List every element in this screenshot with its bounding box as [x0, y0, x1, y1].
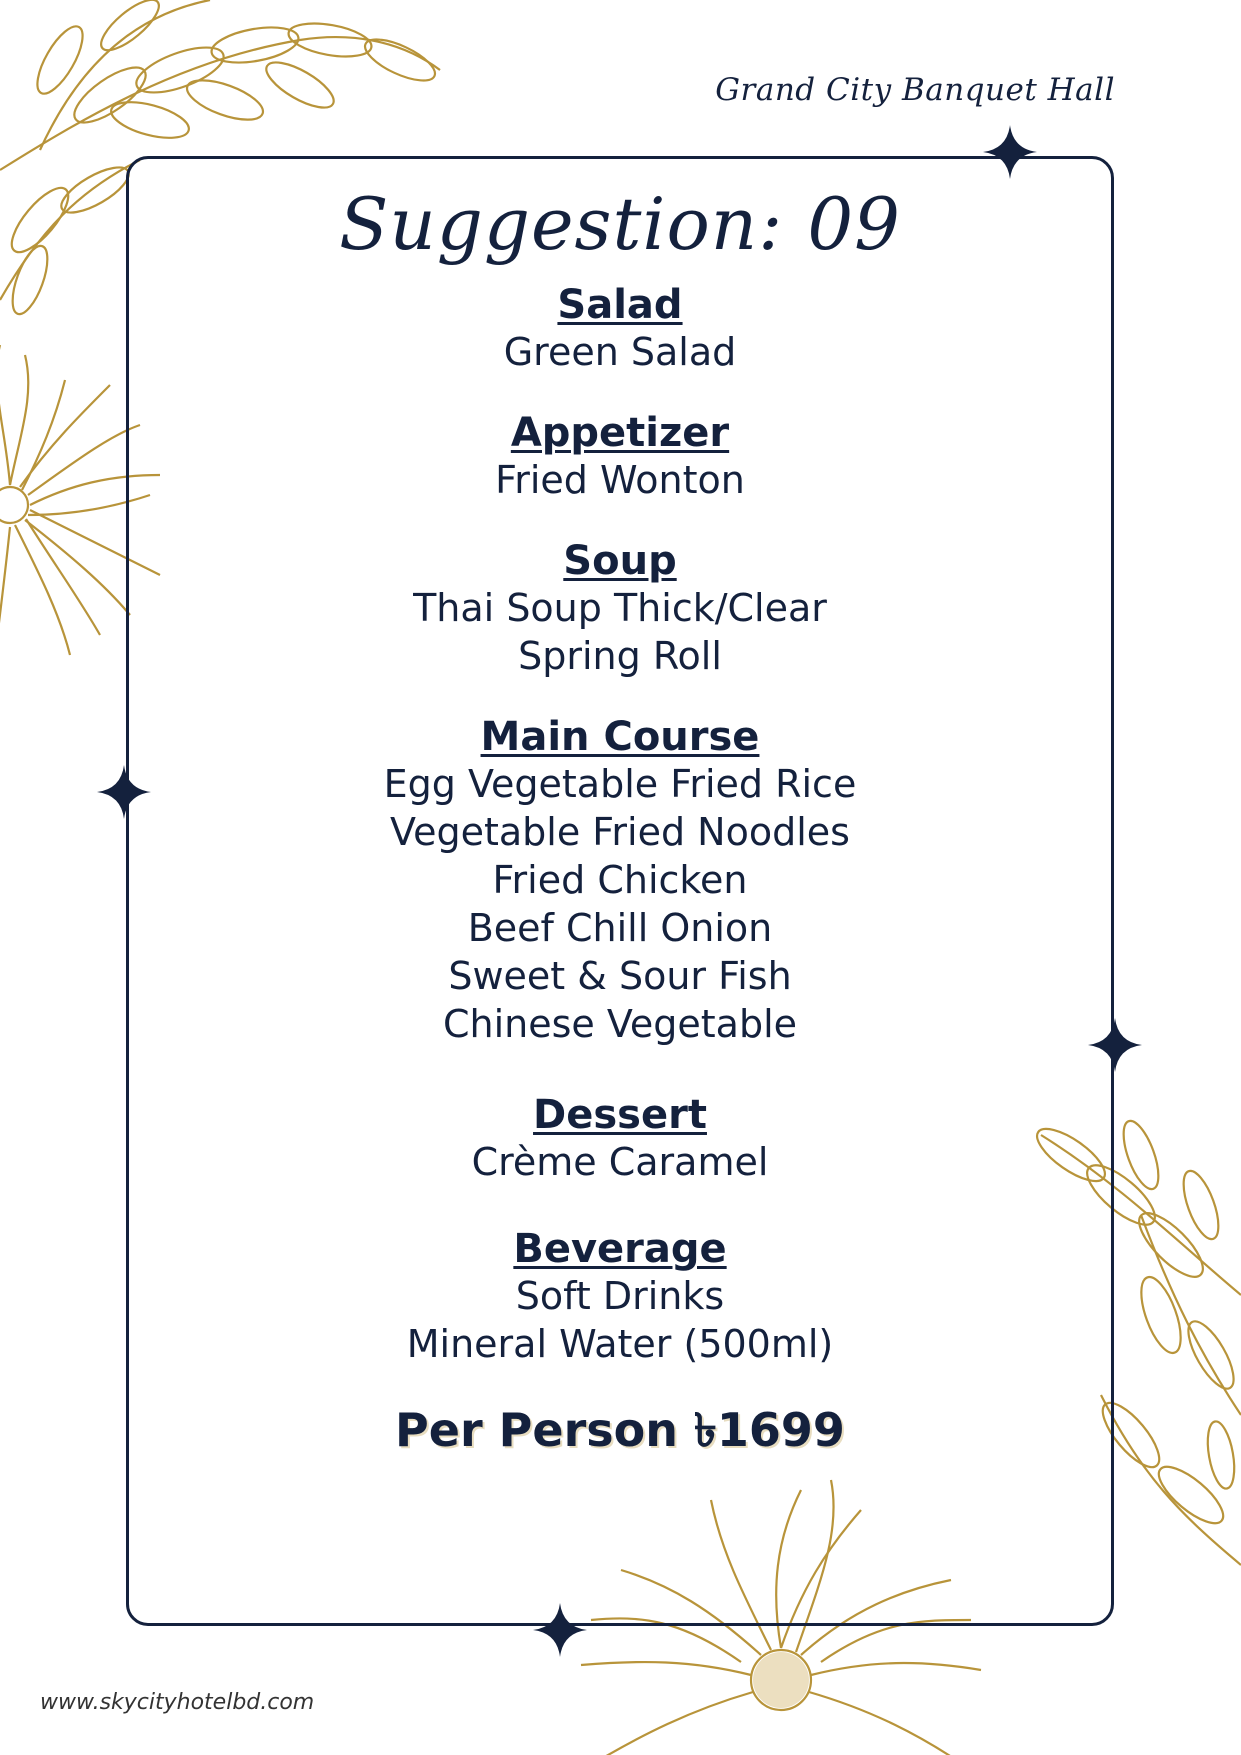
- menu-title: Suggestion: 09: [339, 182, 901, 266]
- menu-item: Soft Drinks: [515, 1274, 725, 1318]
- price-per-person: Per Person ৳1699: [395, 1403, 845, 1457]
- section-heading: Beverage: [513, 1226, 727, 1272]
- sparkle-star-icon: [982, 124, 1038, 180]
- menu-item: Thai Soup Thick/Clear: [413, 586, 827, 630]
- sparkle-star-icon: [532, 1602, 588, 1658]
- website-link[interactable]: www.skycityhotelbd.com: [40, 1690, 315, 1715]
- menu-item: Green Salad: [503, 330, 737, 374]
- venue-name: Grand City Banquet Hall: [715, 72, 1115, 108]
- menu-item: Mineral Water (500ml): [406, 1322, 834, 1366]
- menu-item: Fried Wonton: [495, 458, 745, 502]
- menu-section-dessert: [126, 1092, 1114, 1186]
- menu-item: Egg Vegetable Fried Rice: [383, 762, 857, 806]
- menu-item: Fried Chicken: [492, 858, 748, 902]
- menu-item: Spring Roll: [518, 634, 722, 678]
- menu-section-beverage: [126, 1226, 1114, 1368]
- menu-item: Vegetable Fried Noodles: [390, 810, 850, 854]
- section-heading: Soup: [563, 538, 677, 584]
- section-heading: Appetizer: [510, 410, 730, 456]
- section-heading: Salad: [557, 282, 683, 328]
- menu-section-soup: [126, 538, 1114, 680]
- menu-section-appetizer: [126, 410, 1114, 504]
- menu-item: Beef Chill Onion: [467, 906, 773, 950]
- menu-content: [126, 178, 1114, 1458]
- section-heading: Dessert: [533, 1092, 707, 1138]
- menu-item: Chinese Vegetable: [442, 1002, 798, 1046]
- menu-item: Sweet & Sour Fish: [448, 954, 792, 998]
- section-heading: Main Course: [480, 714, 760, 760]
- menu-section-main-course: [126, 714, 1114, 1048]
- menu-section-salad: [126, 282, 1114, 376]
- menu-item: Crème Caramel: [471, 1140, 769, 1184]
